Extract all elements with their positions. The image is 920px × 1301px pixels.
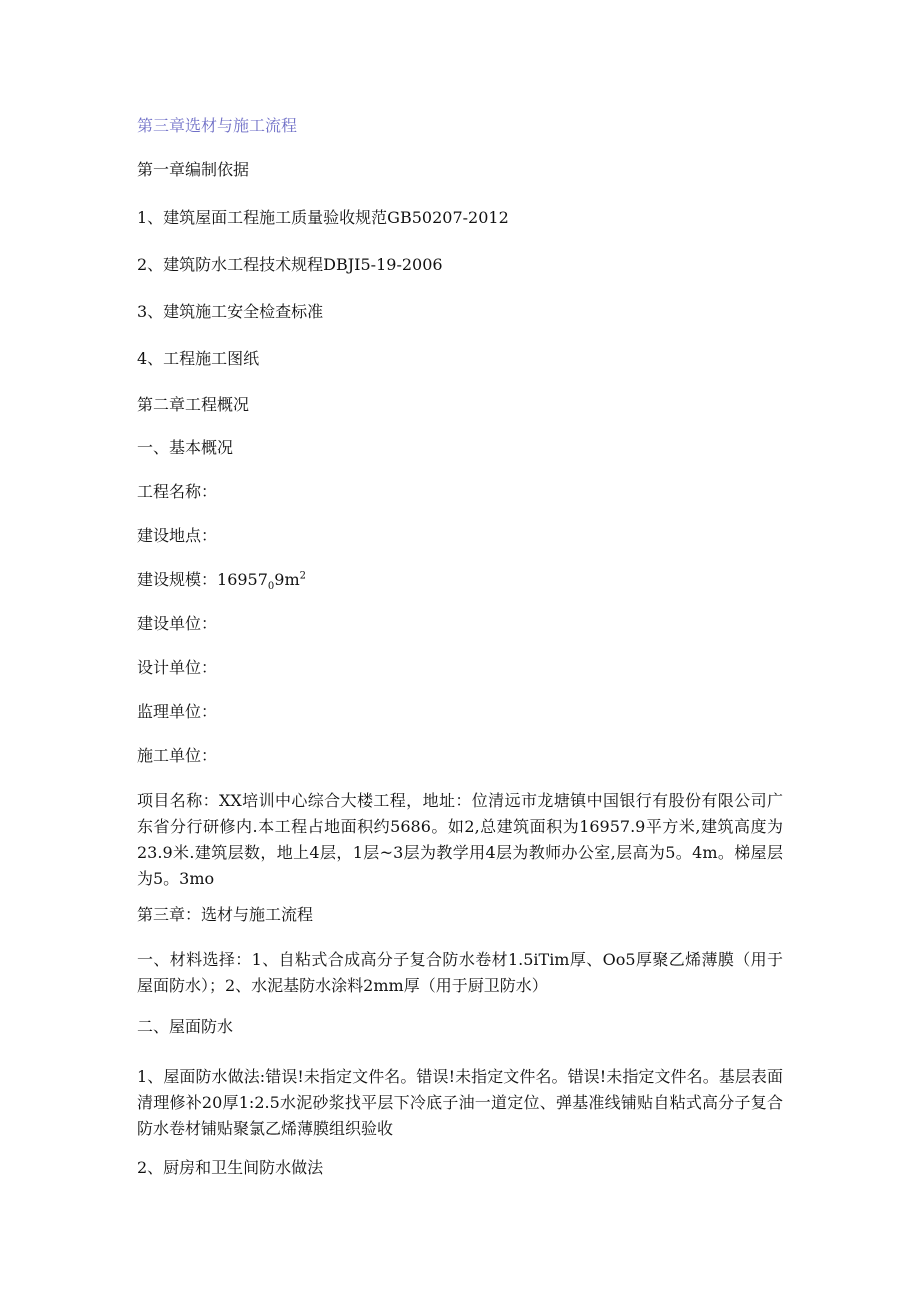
chapter2-heading: 第二章工程概况 bbox=[137, 395, 250, 414]
field-supervisor: 监理单位： bbox=[137, 702, 218, 721]
section-basic-heading: 一、基本概况 bbox=[137, 438, 234, 457]
chapter3-heading: 第三章：选材与施工流程 bbox=[137, 905, 314, 924]
field-scale-tail: 9m bbox=[274, 570, 300, 589]
project-description: 项目名称：XX培训中心综合大楼工程，地址：位清远市龙塘镇中国银行有股份有限公司广东省分行研修内.本工程占地面积约5686。如2,总建筑面积为16957.9平方米,建筑高度为23.9米.建筑层数，地上4层，1层~3层为教学用4层为教师办公室,层高为5。4m。梯屋层为5。3mo bbox=[137, 791, 783, 888]
field-project-name: 工程名称： bbox=[137, 482, 218, 501]
field-designer: 设计单位： bbox=[137, 658, 218, 677]
basis-item-2: 2、建筑防水工程技术规程DBJI5-19-2006 bbox=[137, 255, 443, 274]
field-location: 建设地点： bbox=[137, 526, 218, 545]
field-scale-value: 16957 bbox=[217, 570, 268, 589]
basis-item-4: 4、工程施工图纸 bbox=[137, 349, 260, 368]
basis-item-1: 1、建筑屋面工程施工质量验收规范GB50207-2012 bbox=[137, 208, 509, 227]
basis-item-3: 3、建筑施工安全检查标准 bbox=[137, 302, 324, 321]
materials-paragraph: 一、材料选择：1、自粘式合成高分子复合防水卷材1.5iTim厚、Oo5厚聚乙烯薄膜（用于屋面防水）；2、水泥基防水涂料2mm厚（用于厨卫防水） bbox=[137, 950, 783, 995]
kitchen-heading: 2、厨房和卫生间防水做法 bbox=[137, 1158, 324, 1177]
roof-heading: 二、屋面防水 bbox=[137, 1017, 234, 1036]
field-scale-sup: 2 bbox=[299, 570, 307, 582]
toc-link-chapter3[interactable]: 第三章选材与施工流程 bbox=[137, 116, 298, 135]
roof-method-paragraph: 1、屋面防水做法:错误!未指定文件名。错误!未指定文件名。错误!未指定文件名。基层表面清理修补20厚1:2.5水泥砂浆找平层下冷底子油一道定位、弹基准线铺贴自粘式高分子复合防水卷材铺贴聚氯乙烯薄膜组织验收 bbox=[137, 1067, 783, 1138]
field-scale bbox=[137, 570, 307, 593]
field-contractor: 施工单位： bbox=[137, 746, 218, 765]
chapter1-heading: 第一章编制依据 bbox=[137, 160, 250, 179]
field-owner: 建设单位： bbox=[137, 614, 218, 633]
field-scale-label: 建设规模： bbox=[137, 570, 218, 589]
field-scale-sub: 0 bbox=[267, 581, 275, 593]
